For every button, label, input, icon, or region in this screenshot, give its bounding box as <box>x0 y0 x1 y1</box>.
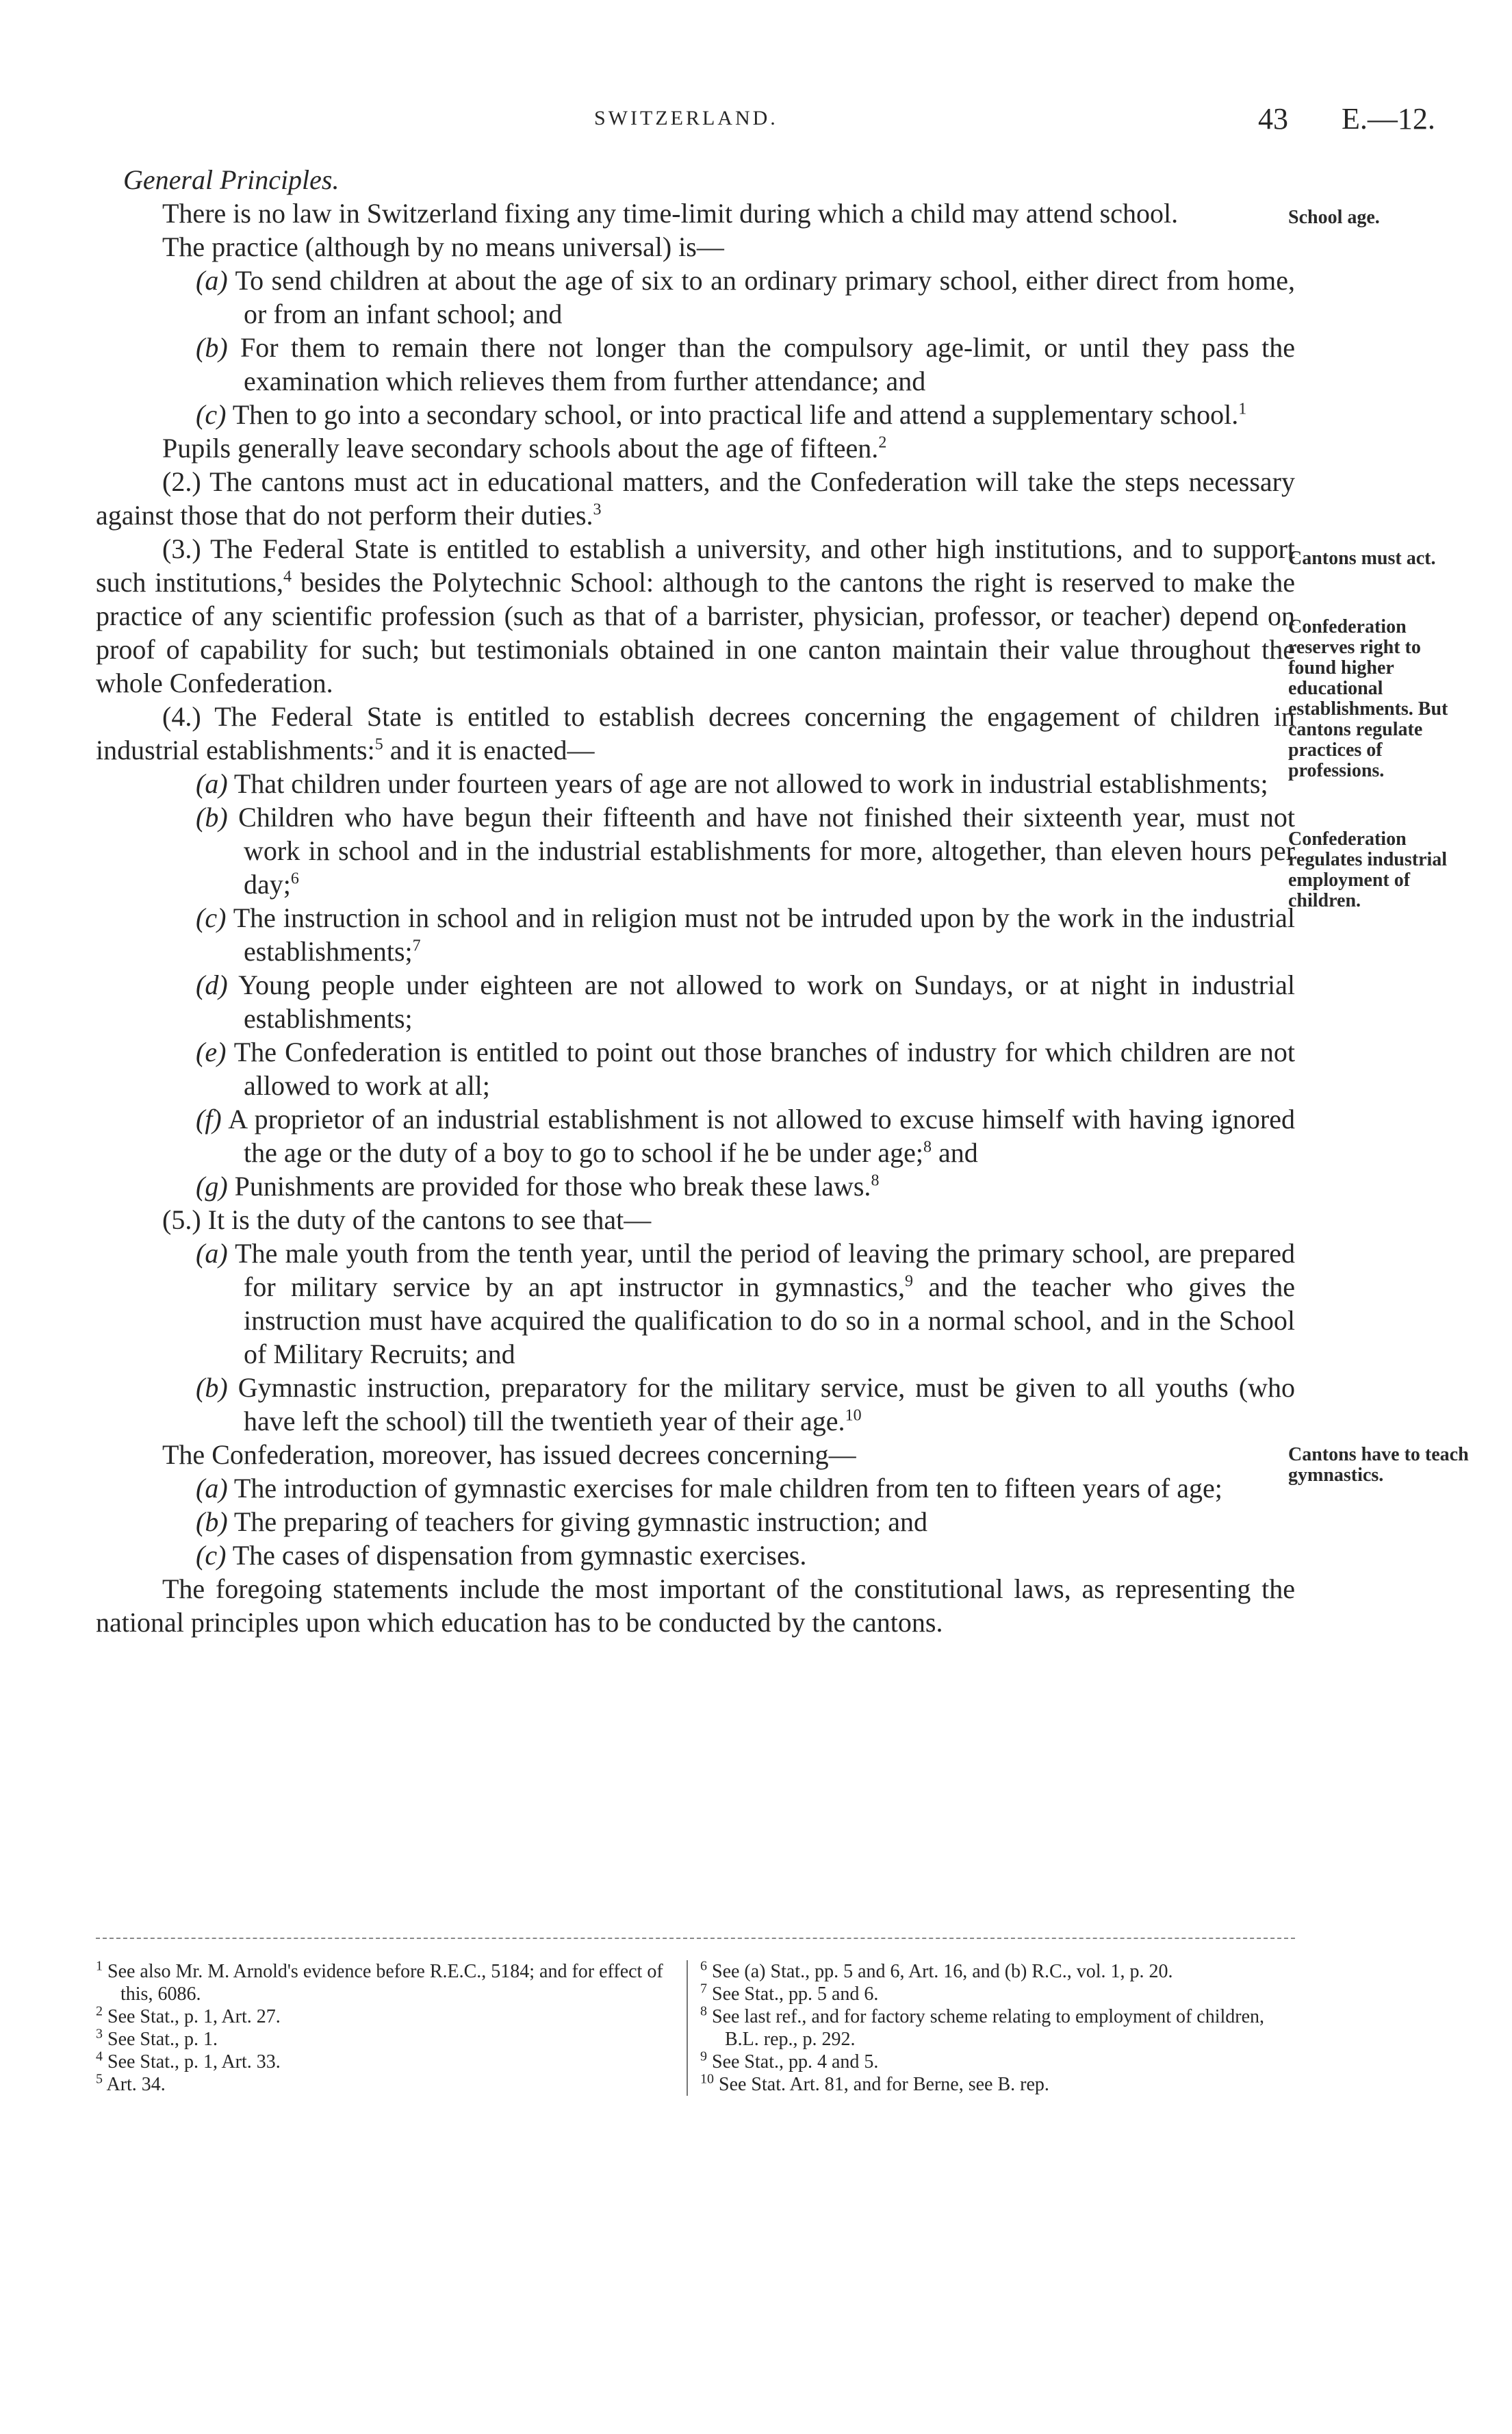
list-item: (c) The cases of dispensation from gymnastic exercises. <box>196 1540 807 1571</box>
footnote: $^2$ See Stat., p. 1, Art. 27. <box>96 2003 281 2027</box>
footnote-ref: 2 <box>878 433 887 452</box>
list-item: (f) A proprietor of an industrial establishment is not allowed to excuse himself with having ignored the age or the duty of a boy to go to school if he be under age;$^8$ and <box>196 1104 1295 1168</box>
list-item: (b) Children who have begun their fifteenth and have not finished their sixteenth year, must not work in school and in the industrial establishments for more, altogether, than eleven hours per day;$^6$ <box>196 802 1296 900</box>
footnote-ref: 8 <box>871 1171 880 1190</box>
paragraph-4: (4.) The Federal State is entitled to establish decrees concerning the engagement of children in industrial establishments:$^5$ and it is enacted— <box>96 701 1295 765</box>
list-item: (c) Then to go into a secondary school, or into practical life and attend a supplementary school.$^1$ <box>196 399 1247 430</box>
list-item: (c) The instruction in school and in religion must not be intruded upon by the work in the industrial establishments;$^7$ <box>196 902 1296 967</box>
paragraph-2: (2.) The cantons must act in educational matters, and the Confederation will take the steps necessary against those that do not perform their duties.$^3$ <box>96 466 1295 531</box>
document-reference: E.—12. <box>1342 102 1435 136</box>
paragraph-pupils-leave: Pupils generally leave secondary schools about the age of fifteen.$^2$ <box>162 433 887 464</box>
footnote: $^7$ See Stat., pp. 5 and 6. <box>700 1981 879 2005</box>
page-header <box>0 101 1512 142</box>
footnote-ref: 7 <box>412 937 421 955</box>
footnote-ref: 10 <box>845 1406 862 1425</box>
footnote: $^6$ See (a) Stat., pp. 5 and 6, Art. 16, and (b) R.C., vol. 1, p. 20. <box>700 1958 1173 1982</box>
footnote: $^5$ Art. 34. <box>96 2071 166 2095</box>
footnote-ref: 4 <box>283 568 292 586</box>
paragraph-5: (5.) It is the duty of the cantons to see that— <box>162 1204 652 1235</box>
footnote-divider <box>96 1938 1295 1939</box>
footnote-ref: 8 <box>923 1138 932 1156</box>
paragraph-school-age: There is no law in Switzerland fixing any time-limit during which a child may attend school. <box>162 198 1179 229</box>
footnote-ref: 9 <box>904 1272 913 1291</box>
footnote-ref: 6 <box>290 870 299 888</box>
margin-note: School age. <box>1288 207 1380 228</box>
list-item: (a) That children under fourteen years of age are not allowed to work in industrial establishments; <box>196 768 1268 799</box>
page-number: 43 <box>1258 102 1288 136</box>
footnote: $^4$ See Stat., p. 1, Art. 33. <box>96 2049 281 2072</box>
margin-note: Confederation reserves right to found higher educational establishments. But cantons regulate practices of professions. <box>1288 616 1448 781</box>
margin-note: Cantons have to teach gymnastics. <box>1288 1444 1469 1486</box>
paragraph-closing: The foregoing statements include the most important of the constitutional laws, as representing the national principles upon which education has to be conducted by the cantons. <box>96 1573 1295 1638</box>
footnote-ref: 3 <box>593 500 602 519</box>
paragraph-3: (3.) The Federal State is entitled to establish a university, and other high institutions, and to support such institutions,$^4$ besides the Polytechnic School: although to the cantons the right is reserved to make the practice of any scientific profession (such as that of a barrister, physician, professor, or teacher) depend on proof of capability for such; but testimonials obtained in one canton maintain their value throughout the whole Confederation. <box>96 533 1295 698</box>
paragraph-confederation: The Confederation, moreover, has issued decrees concerning— <box>162 1439 856 1470</box>
footnote: $^9$ See Stat., pp. 4 and 5. <box>700 2049 879 2072</box>
paragraph-practice: The practice (although by no means universal) is— <box>162 231 724 262</box>
footnote: $^{10}$ See Stat. Art. 81, and for Berne, see B. rep. <box>700 2071 1049 2095</box>
section-heading: General Principles. <box>123 164 339 195</box>
footnote-ref: 5 <box>374 735 383 754</box>
list-item: (e) The Confederation is entitled to point out those branches of industry for which children are not allowed to work at all; <box>196 1037 1295 1101</box>
running-title: SWITZERLAND. <box>594 107 778 129</box>
list-item: (a) The introduction of gymnastic exercises for male children from ten to fifteen years of age; <box>196 1473 1222 1504</box>
footnote: $^1$ See also Mr. M. Arnold's evidence before R.E.C., 5184; and for effect of this, 6086. <box>96 1958 663 2005</box>
footnotes-right <box>687 1960 1303 2096</box>
main-text <box>96 163 1295 1639</box>
list-item: (a) The male youth from the tenth year, until the period of leaving the primary school, are prepared for military service by an apt instructor in gymnastics,$^9$ and the teacher who gives the instruction must have acquired the qualification to do so in a normal school, and in the School of Military Recruits; and <box>196 1238 1296 1369</box>
list-item: (b) For them to remain there not longer than the compulsory age-limit, or until they pass the examination which relieves them from further attendance; and <box>196 332 1296 396</box>
footnote-ref: 1 <box>1238 400 1247 418</box>
footnote: $^3$ See Stat., p. 1. <box>96 2026 218 2050</box>
margin-note: Confederation regulates industrial employment of children. <box>1288 828 1448 911</box>
list-item: (b) The preparing of teachers for giving gymnastic instruction; and <box>196 1506 927 1537</box>
list-item: (g) Punishments are provided for those who break these laws.$^8$ <box>196 1171 880 1202</box>
list-item: (a) To send children at about the age of six to an ordinary primary school, either direct from home, or from an infant school; and <box>196 265 1295 329</box>
list-item: (d) Young people under eighteen are not allowed to work on Sundays, or at night in industrial establishments; <box>196 969 1295 1034</box>
margin-note: Cantons must act. <box>1288 548 1436 569</box>
footnotes-left <box>96 1960 684 2096</box>
footnote: $^8$ See last ref., and for factory scheme relating to employment of children, B.L. rep., p. 292. <box>700 2003 1265 2050</box>
list-item: (b) Gymnastic instruction, preparatory for the military service, must be given to all youths (who have left the school) till the twentieth year of their age.$^{10}$ <box>196 1372 1295 1436</box>
